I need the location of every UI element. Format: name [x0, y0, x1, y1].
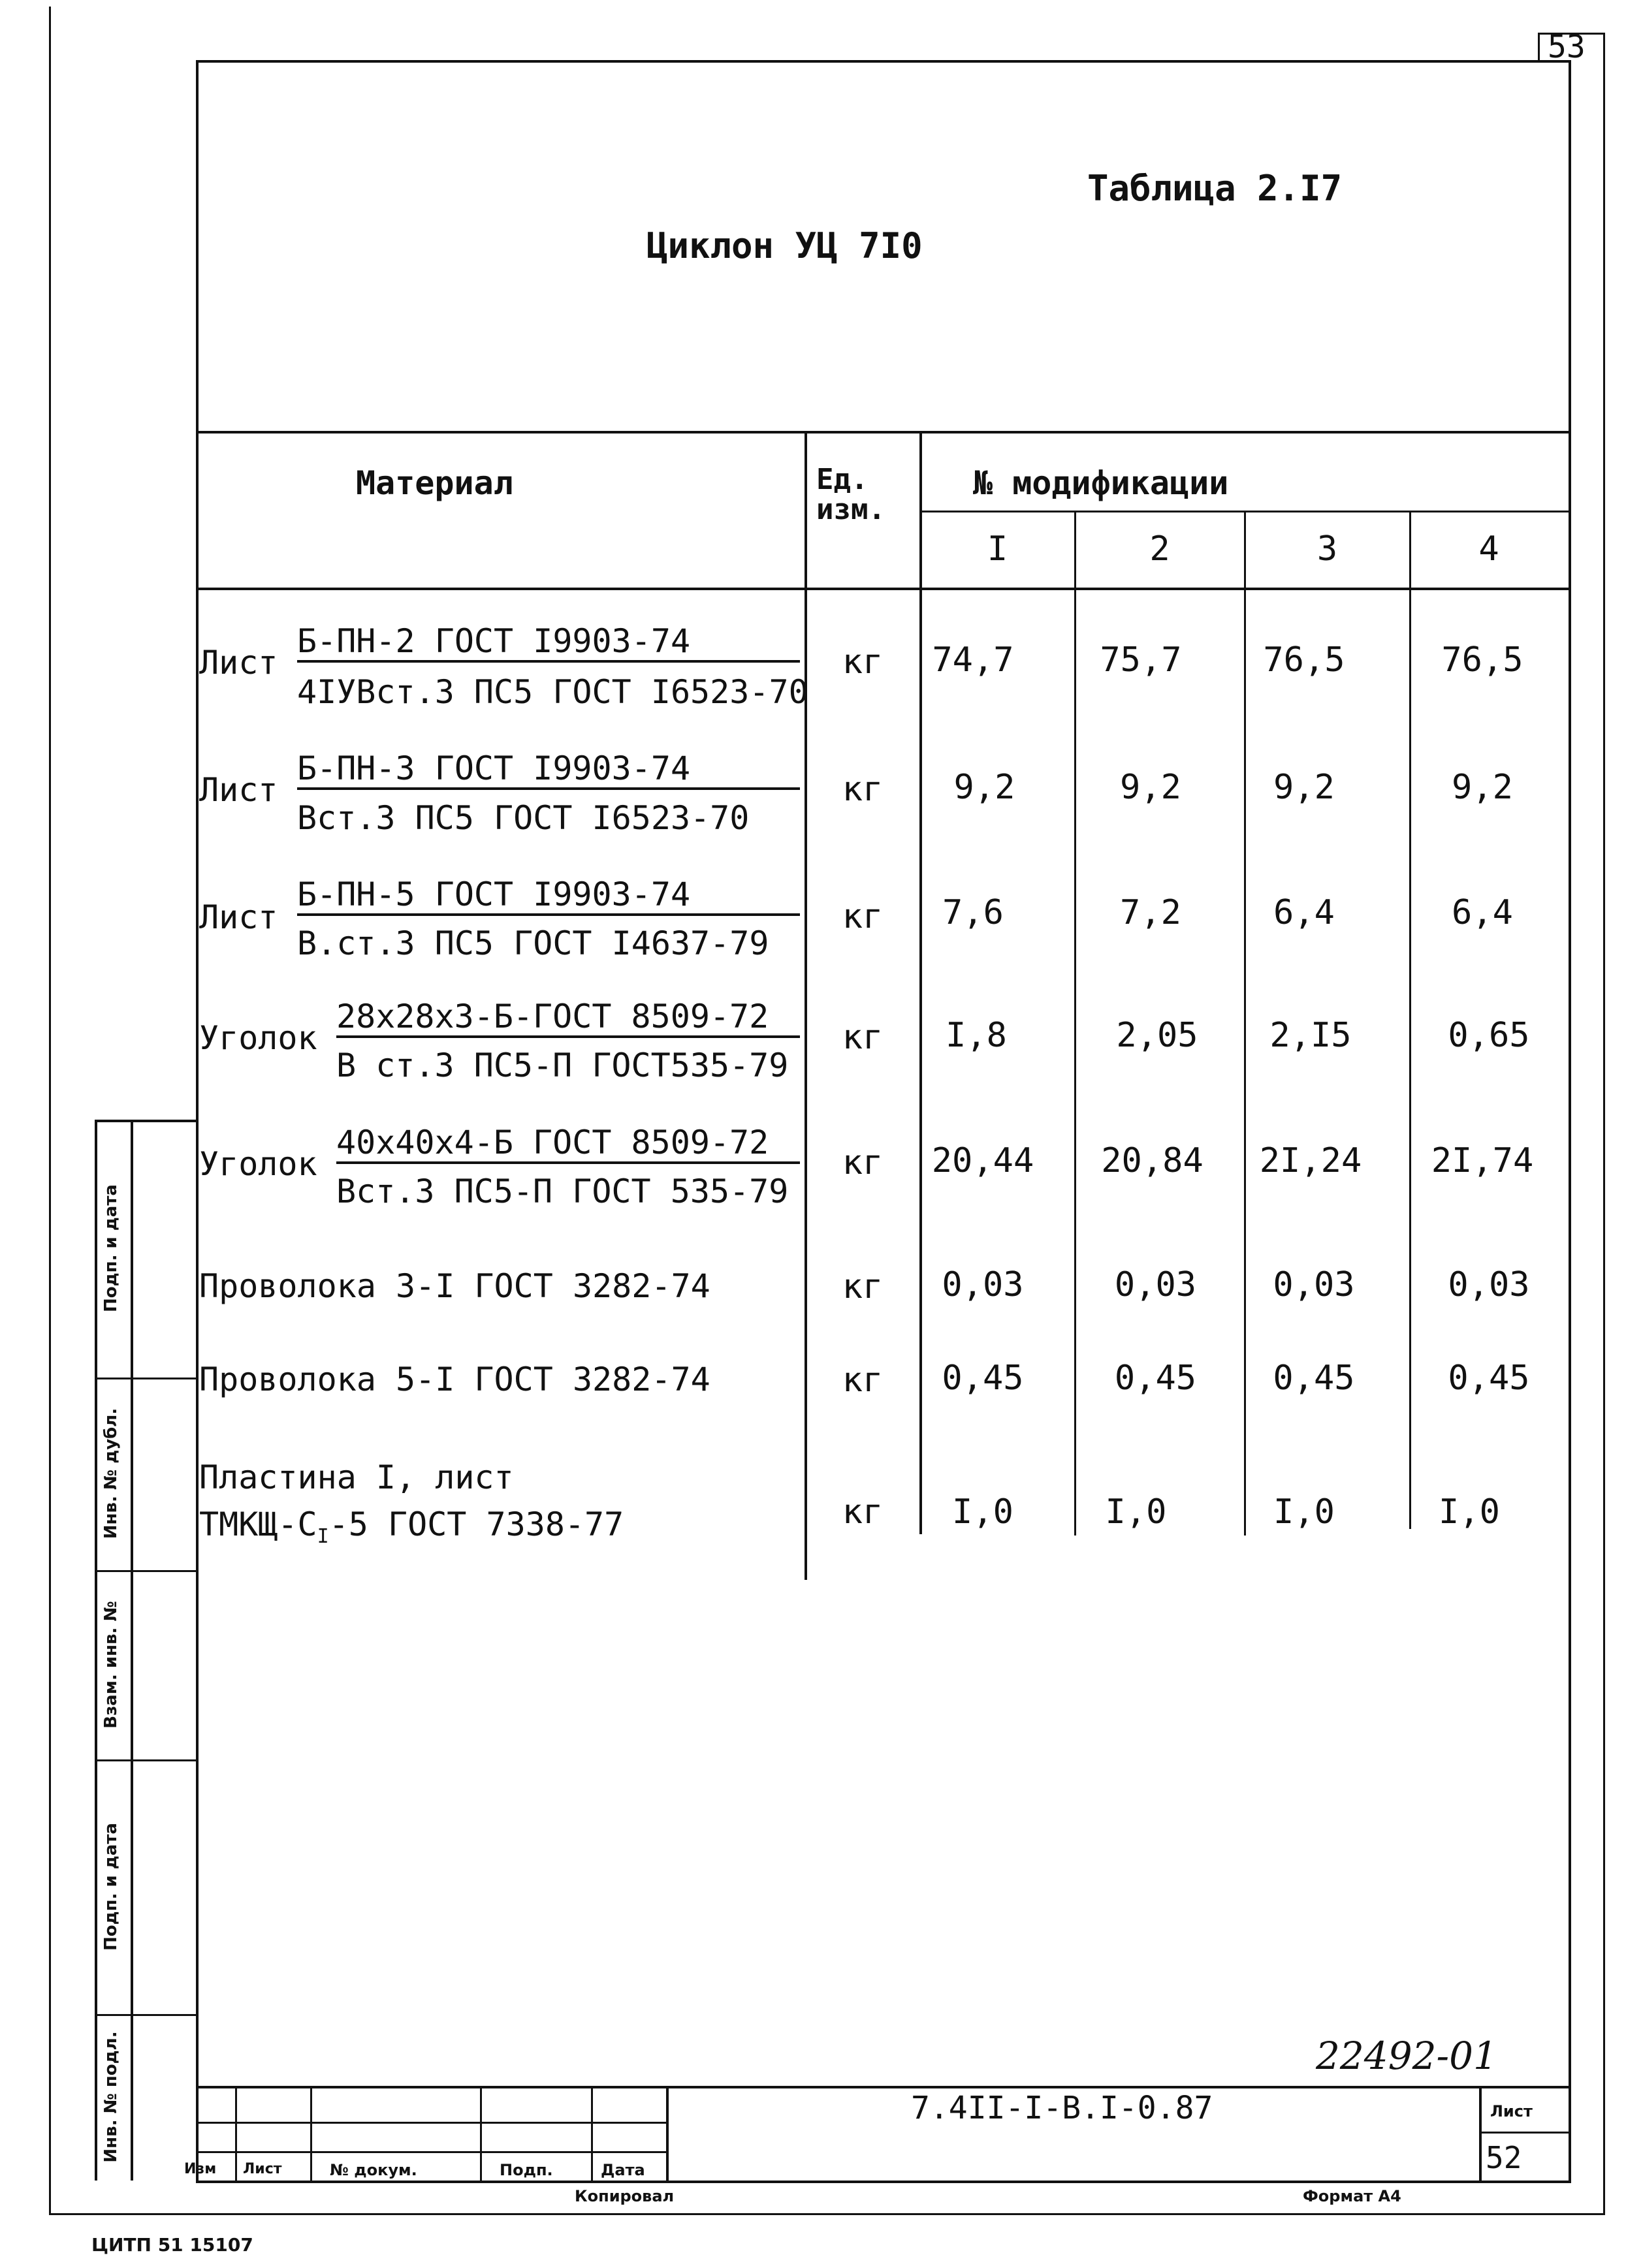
unit-cell: кг	[842, 1361, 884, 1400]
frame-left	[196, 60, 199, 2182]
value-mod-3: 2I,24	[1259, 1141, 1362, 1180]
mod-col-2: 2	[1149, 529, 1170, 569]
stamp-label-dup-inv: Инв. № дубл.	[101, 1408, 121, 1539]
unit-cell: кг	[842, 1492, 884, 1532]
sheet-box-divider	[1479, 2132, 1569, 2134]
value-mod-2: 2,05	[1116, 1016, 1198, 1055]
value-mod-1: 74,7	[932, 640, 1014, 680]
frame-bottom	[196, 2181, 1571, 2183]
col-divider-unit	[805, 431, 807, 1580]
outer-bottom-edge	[49, 2213, 1605, 2215]
value-mod-3: 2,I5	[1269, 1016, 1352, 1055]
unit-cell: кг	[842, 897, 884, 936]
unit-cell: кг	[842, 1018, 884, 1057]
material-line1: 28х28х3-Б-ГОСТ 8509-72	[336, 1000, 800, 1038]
outer-left-edge	[49, 7, 51, 2215]
value-mod-1: 20,44	[931, 1141, 1034, 1180]
value-mod-1: 7,6	[942, 893, 1004, 932]
title-col-4	[591, 2086, 593, 2181]
title-col-label-date: Дата	[601, 2161, 645, 2179]
handwritten-number: 22492-01	[1316, 2034, 1497, 2078]
stamp-label-replace-inv: Взам. инв. №	[101, 1601, 121, 1729]
value-mod-2: 20,84	[1101, 1141, 1204, 1180]
material-line1: Проволока 5-I ГОСТ 3282-74	[199, 1361, 710, 1398]
copied-label: Копировал	[575, 2187, 675, 2205]
mod-col-3: 3	[1316, 529, 1338, 569]
value-mod-2: I,0	[1105, 1492, 1167, 1532]
outer-right-edge	[1603, 33, 1605, 2213]
value-mod-4: 9,2	[1452, 768, 1513, 807]
unit-cell: кг	[842, 1143, 884, 1182]
material-line1: Проволока 3-I ГОСТ 3282-74	[199, 1267, 710, 1305]
value-mod-4: 6,4	[1452, 893, 1513, 932]
value-mod-2: 7,2	[1120, 893, 1181, 932]
title-col-label-sign: Подп.	[500, 2161, 553, 2179]
material-line2: Вст.3 ПС5 ГОСТ I6523-70	[297, 799, 750, 837]
material-line2: ТМКЩ-С	[199, 1505, 317, 1543]
title-col-5	[666, 2086, 669, 2181]
material-line1: Б-ПН-2 ГОСТ I9903-74	[297, 625, 800, 663]
value-mod-4: 0,45	[1448, 1359, 1530, 1398]
col-header-material: Материал	[356, 464, 513, 502]
col-header-mod-group: № модификации	[973, 464, 1229, 502]
value-mod-4: 0,03	[1448, 1265, 1530, 1304]
value-mod-3: I,0	[1273, 1492, 1335, 1532]
value-mod-1: 0,45	[942, 1359, 1024, 1398]
stamp-mid	[131, 1120, 133, 2181]
title-col-label-sheet: Лист	[243, 2161, 282, 2177]
value-mod-1: I,0	[952, 1492, 1013, 1532]
unit-cell: кг	[842, 1267, 884, 1306]
frame-right	[1569, 60, 1571, 2182]
frame-top	[196, 60, 1571, 63]
value-mod-2: 75,7	[1100, 640, 1182, 680]
sheet-box-left	[1479, 2086, 1482, 2181]
mod-col-1: I	[987, 529, 1008, 569]
table-label: Таблица 2.I7	[1087, 168, 1343, 209]
material-prefix: Лист	[199, 771, 278, 809]
value-mod-3: 76,5	[1263, 640, 1345, 680]
material-line2-group	[199, 1505, 624, 1548]
value-mod-3: 9,2	[1273, 768, 1335, 807]
page-number: 53	[1548, 29, 1586, 65]
title-col-label-doc: № докум.	[330, 2161, 417, 2179]
material-prefix: Лист	[199, 898, 278, 936]
table-header-top	[196, 431, 1569, 433]
material-line2: В ст.3 ПС5-П ГОСТ535-79	[336, 1047, 789, 1084]
sheet-number: 52	[1486, 2140, 1522, 2175]
material-prefix: Лист	[199, 644, 278, 682]
value-mod-2: 0,45	[1114, 1359, 1197, 1398]
sheet-label: Лист	[1490, 2102, 1533, 2120]
title-block-row-1	[196, 2122, 666, 2124]
value-mod-2: 0,03	[1114, 1265, 1197, 1304]
material-line2: 4IУВст.3 ПС5 ГОСТ I6523-70	[297, 673, 808, 711]
value-mod-3: 0,03	[1273, 1265, 1355, 1304]
page-box-left	[1538, 33, 1540, 60]
format-label: Формат А4	[1303, 2187, 1401, 2205]
product-title: Циклон УЦ 7I0	[646, 225, 923, 266]
value-mod-4: I,0	[1439, 1492, 1500, 1532]
unit-cell: кг	[842, 642, 884, 682]
material-line2: В.ст.3 ПС5 ГОСТ I4637-79	[297, 924, 769, 962]
title-block-top	[196, 2086, 1569, 2088]
material-line2: Вст.3 ПС5-П ГОСТ 535-79	[336, 1173, 789, 1210]
print-mark: ЦИТП 51 15107	[91, 2234, 253, 2256]
value-mod-2: 9,2	[1120, 768, 1181, 807]
material-line2-subscript: I	[317, 1525, 329, 1548]
stamp-label-sign-date-2: Подп. и дата	[101, 1823, 121, 1951]
value-mod-1: I,8	[946, 1016, 1007, 1055]
value-mod-4: 2I,74	[1431, 1141, 1534, 1180]
value-mod-3: 6,4	[1273, 893, 1335, 932]
value-mod-4: 76,5	[1441, 640, 1523, 680]
material-line1: Б-ПН-5 ГОСТ I9903-74	[297, 878, 800, 916]
value-mod-3: 0,45	[1273, 1359, 1355, 1398]
material-line1: 40х40х4-Б ГОСТ 8509-72	[336, 1126, 800, 1164]
value-mod-1: 9,2	[953, 768, 1015, 807]
stamp-label-sign-date: Подп. и дата	[101, 1184, 121, 1312]
unit-cell: кг	[842, 770, 884, 809]
material-prefix: Уголок	[199, 1019, 317, 1057]
table-header-bottom	[196, 588, 1569, 590]
title-col-1	[235, 2086, 237, 2181]
value-mod-1: 0,03	[942, 1265, 1024, 1304]
col-header-unit: Ед. изм.	[816, 463, 885, 527]
title-col-3	[480, 2086, 482, 2181]
document-code: 7.4II-I-В.I-0.87	[911, 2090, 1213, 2126]
stamp-label-orig-inv: Инв. № подл.	[101, 2031, 121, 2163]
value-mod-4: 0,65	[1448, 1016, 1530, 1055]
title-col-label-change: Изм	[184, 2161, 217, 2177]
material-prefix: Уголок	[199, 1145, 317, 1183]
title-col-2	[310, 2086, 312, 2181]
material-line1: Б-ПН-3 ГОСТ I9903-74	[297, 752, 800, 790]
material-line2-tail: -5 ГОСТ 7338-77	[328, 1505, 624, 1543]
stamp-left	[95, 1120, 97, 2181]
title-block-row-2	[196, 2151, 666, 2153]
mod-col-4: 4	[1478, 529, 1499, 569]
material-line1: Пластина I, лист	[199, 1458, 514, 1496]
